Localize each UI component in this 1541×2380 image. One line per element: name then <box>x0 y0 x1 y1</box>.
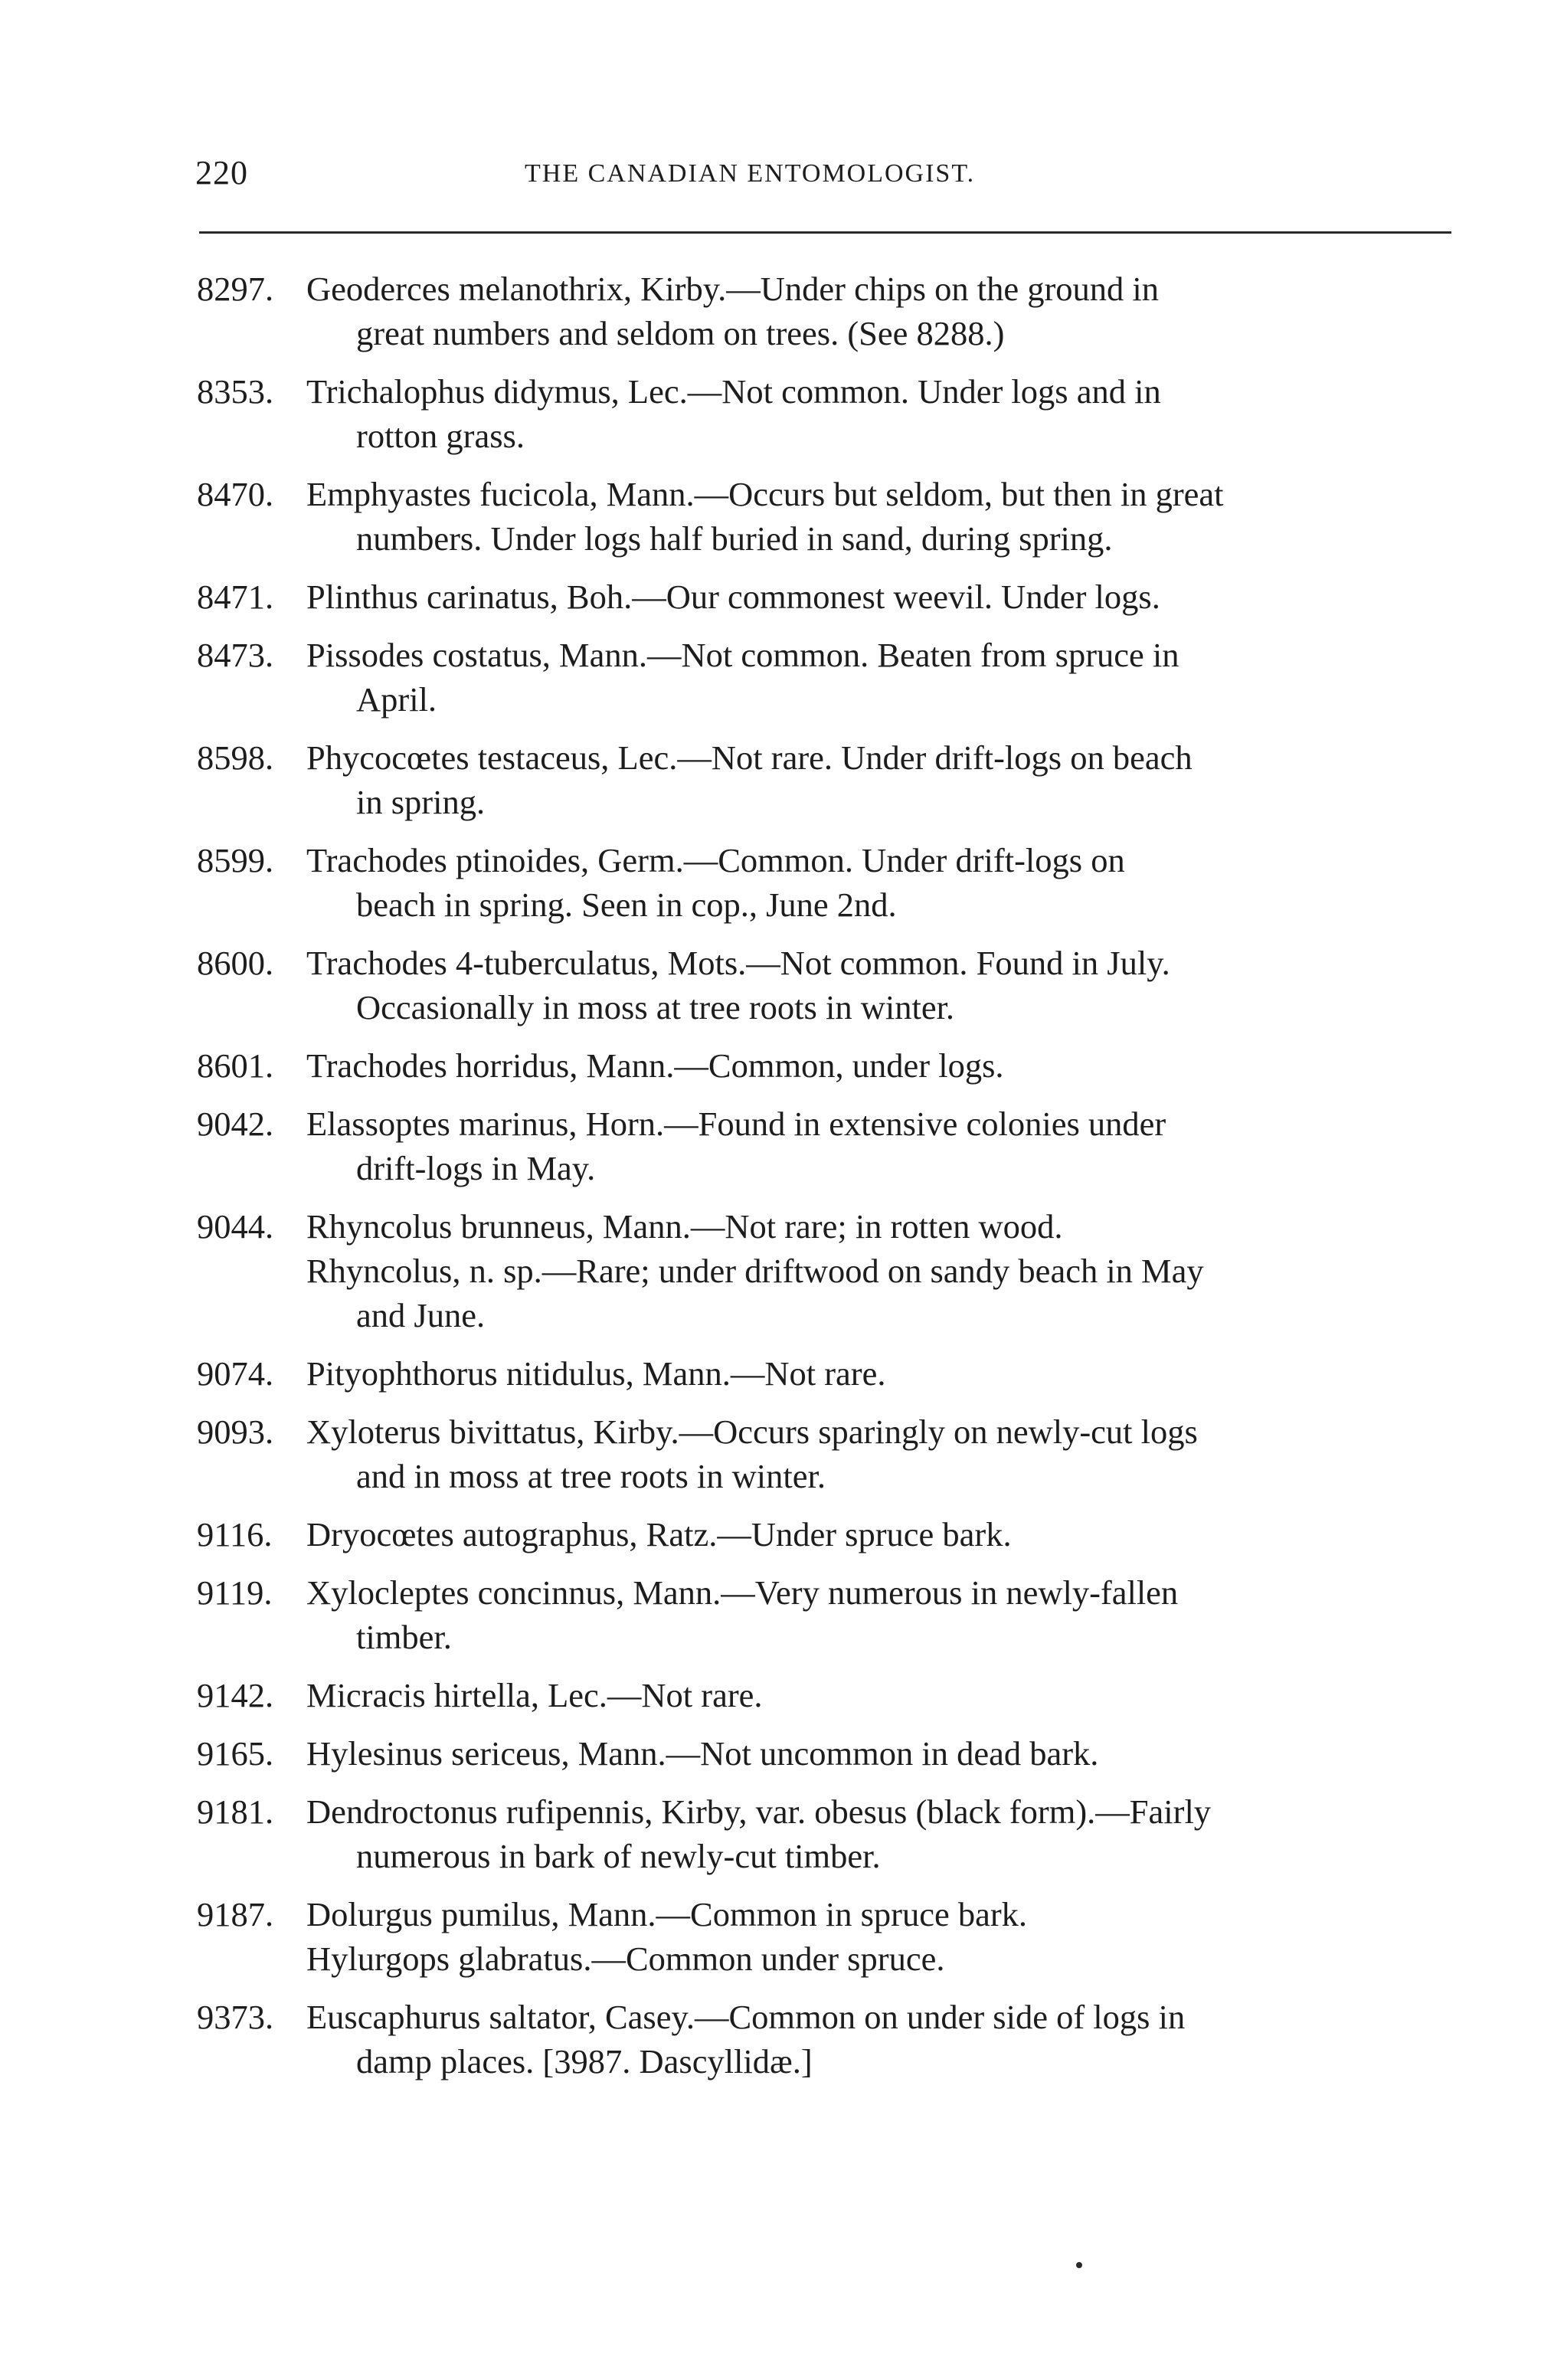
continuation-line: beach in spring. Seen in cop., June 2nd. <box>356 886 897 924</box>
additional-species-line: Rhyncolus, n. sp.—Rare; under driftwood on sandy beach in May <box>306 1252 1204 1290</box>
entry-line <box>0 838 1541 882</box>
species-entry <box>0 941 1541 1030</box>
catalogue-number: 8473. <box>197 636 274 674</box>
entry-line <box>0 1102 1541 1146</box>
catalogue-number: 8471. <box>197 578 274 616</box>
entry-line <box>0 472 1541 516</box>
species-name-line: Phycocœtes testaceus, Lec.—Not rare. Under drift-logs on beach <box>306 738 1193 777</box>
entry-line <box>0 1204 1541 1249</box>
continuation-line: numbers. Under logs half buried in sand, during spring. <box>356 519 1113 558</box>
catalogue-number: 8600. <box>197 944 274 982</box>
entry-line <box>0 941 1541 985</box>
catalogue-number: 8353. <box>197 372 274 411</box>
continuation-line: damp places. [3987. Dascyllidæ.] <box>356 2042 813 2080</box>
entry-line <box>0 1249 1541 1293</box>
entry-line <box>0 267 1541 311</box>
species-name-line: Emphyastes fucicola, Mann.—Occurs but seldom, but then in great <box>306 475 1224 513</box>
species-name-line: Dendroctonus rufipennis, Kirby, var. obesus (black form).—Fairly <box>306 1792 1212 1831</box>
header-rule <box>199 231 1451 234</box>
catalogue-number: 9187. <box>197 1895 274 1933</box>
continuation-line: and June. <box>356 1296 486 1334</box>
catalogue-number: 9142. <box>197 1676 274 1714</box>
catalogue-number: 8598. <box>197 738 274 777</box>
species-name-line: Pissodes costatus, Mann.—Not common. Beaten from spruce in <box>306 636 1179 674</box>
species-name-line: Rhyncolus brunneus, Mann.—Not rare; in rotten wood. <box>306 1207 1063 1246</box>
species-entry <box>0 1892 1541 1981</box>
entry-line <box>0 1512 1541 1557</box>
entry-line <box>0 882 1541 927</box>
species-name-line: Plinthus carinatus, Boh.—Our commonest weevil. Under logs. <box>306 578 1160 616</box>
catalogue-number: 8599. <box>197 841 274 879</box>
species-entry <box>0 1789 1541 1878</box>
running-title: THE CANADIAN ENTOMOLOGIST. <box>525 159 976 188</box>
species-entry <box>0 1512 1541 1557</box>
species-name-line: Micracis hirtella, Lec.—Not rare. <box>306 1676 763 1714</box>
entry-line <box>0 1892 1541 1936</box>
catalogue-number: 8297. <box>197 270 274 308</box>
species-entry <box>0 1570 1541 1659</box>
entry-line <box>0 780 1541 824</box>
entry-line <box>0 735 1541 780</box>
species-entry <box>0 633 1541 722</box>
species-name-line: Geoderces melanothrix, Kirby.—Under chips on the ground in <box>306 270 1160 308</box>
entry-line <box>0 1454 1541 1498</box>
additional-species-line: Hylurgops glabratus.—Common under spruce. <box>306 1940 945 1978</box>
entry-line <box>0 1834 1541 1878</box>
entry-line <box>0 311 1541 355</box>
species-entry <box>0 472 1541 561</box>
entry-line <box>0 633 1541 677</box>
entry-line <box>0 1043 1541 1088</box>
entry-line <box>0 1995 1541 2039</box>
catalogue-number: 8470. <box>197 475 274 513</box>
continuation-line: Occasionally in moss at tree roots in winter. <box>356 988 955 1026</box>
species-entry <box>0 838 1541 927</box>
species-entry <box>0 1043 1541 1088</box>
entry-line <box>0 677 1541 722</box>
footer-mark <box>1076 2262 1082 2268</box>
species-list <box>0 267 1541 2097</box>
catalogue-number: 9093. <box>197 1413 274 1451</box>
entry-line <box>0 2039 1541 2084</box>
species-entry <box>0 1731 1541 1776</box>
catalogue-number: 9119. <box>197 1573 273 1612</box>
species-entry <box>0 1351 1541 1396</box>
catalogue-number: 9042. <box>197 1105 274 1143</box>
species-name-line: Trachodes horridus, Mann.—Common, under logs. <box>306 1046 1004 1085</box>
entry-line <box>0 1615 1541 1659</box>
continuation-line: great numbers and seldom on trees. (See 8288.) <box>356 314 1005 352</box>
species-name-line: Trichalophus didymus, Lec.—Not common. Under logs and in <box>306 372 1161 411</box>
entry-line <box>0 516 1541 561</box>
catalogue-number: 9181. <box>197 1792 274 1831</box>
species-entry <box>0 369 1541 458</box>
species-name-line: Elassoptes marinus, Horn.—Found in extensive colonies under <box>306 1105 1166 1143</box>
entry-line <box>0 369 1541 414</box>
continuation-line: numerous in bark of newly-cut timber. <box>356 1837 881 1875</box>
continuation-line: April. <box>356 680 437 719</box>
continuation-line: and in moss at tree roots in winter. <box>356 1457 826 1495</box>
species-entry <box>0 735 1541 824</box>
entry-line <box>0 1789 1541 1834</box>
entry-line <box>0 575 1541 619</box>
species-name-line: Pityophthorus nitidulus, Mann.—Not rare. <box>306 1354 886 1393</box>
catalogue-number: 9116. <box>197 1515 273 1553</box>
species-name-line: Xyloterus bivittatus, Kirby.—Occurs sparingly on newly-cut logs <box>306 1413 1198 1451</box>
species-entry <box>0 1204 1541 1337</box>
species-name-line: Trachodes ptinoides, Germ.—Common. Under drift-logs on <box>306 841 1125 879</box>
entry-line <box>0 1351 1541 1396</box>
continuation-line: in spring. <box>356 783 486 821</box>
species-entry <box>0 267 1541 355</box>
species-name-line: Trachodes 4-tuberculatus, Mots.—Not common. Found in July. <box>306 944 1170 982</box>
species-name-line: Hylesinus sericeus, Mann.—Not uncommon in dead bark. <box>306 1734 1099 1773</box>
species-entry <box>0 1995 1541 2084</box>
species-entry <box>0 575 1541 619</box>
entry-line <box>0 1409 1541 1454</box>
continuation-line: rotton grass. <box>356 417 525 455</box>
continuation-line: drift-logs in May. <box>356 1149 596 1187</box>
species-entry <box>0 1409 1541 1498</box>
catalogue-number: 9373. <box>197 1998 274 2036</box>
page-number: 220 <box>195 154 248 192</box>
entry-line <box>0 985 1541 1030</box>
species-entry <box>0 1102 1541 1190</box>
entry-line <box>0 1673 1541 1717</box>
entry-line <box>0 1293 1541 1337</box>
species-name-line: Xylocleptes concinnus, Mann.—Very numerous in newly-fallen <box>306 1573 1179 1612</box>
continuation-line: timber. <box>356 1618 452 1656</box>
entry-line <box>0 1570 1541 1615</box>
catalogue-number: 9044. <box>197 1207 274 1246</box>
entry-line <box>0 414 1541 458</box>
entry-line <box>0 1731 1541 1776</box>
species-name-line: Dryocœtes autographus, Ratz.—Under spruce bark. <box>306 1515 1012 1553</box>
catalogue-number: 9165. <box>197 1734 274 1773</box>
entry-line <box>0 1146 1541 1190</box>
page-header <box>195 153 1451 207</box>
entry-line <box>0 1936 1541 1981</box>
species-entry <box>0 1673 1541 1717</box>
species-name-line: Euscaphurus saltator, Casey.—Common on under side of logs in <box>306 1998 1186 2036</box>
species-name-line: Dolurgus pumilus, Mann.—Common in spruce bark. <box>306 1895 1028 1933</box>
catalogue-number: 8601. <box>197 1046 274 1085</box>
catalogue-number: 9074. <box>197 1354 274 1393</box>
